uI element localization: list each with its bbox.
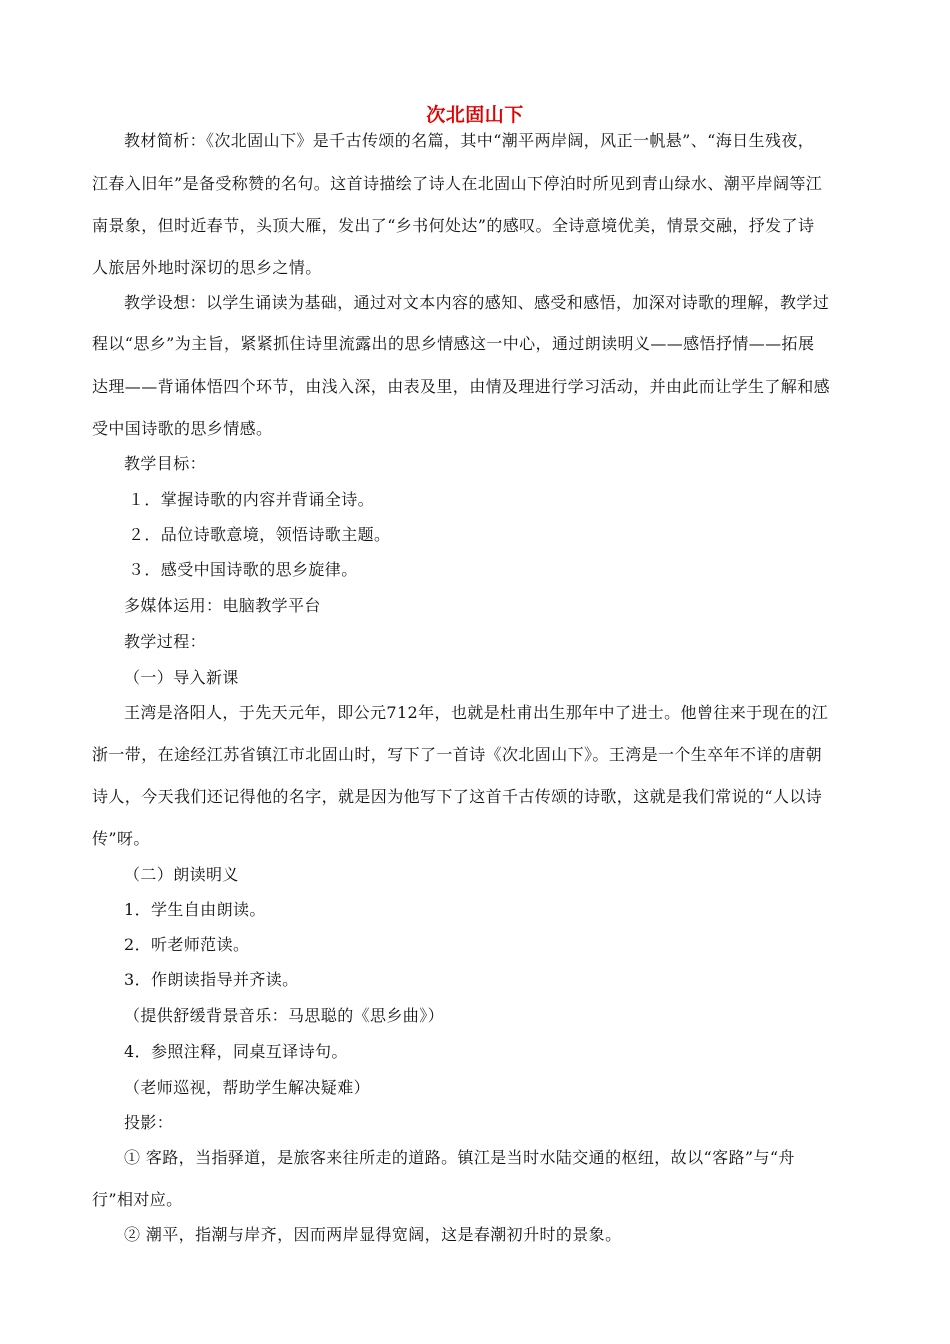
paragraph-line: 诗人，今天我们还记得他的名字，就是因为他写下了这首千古传颂的诗歌，这就是我们常说的“人以诗 [92,787,823,806]
section-heading: 教学过程： [124,632,207,651]
note-line: （提供舒缓背景音乐：马思聪的《思乡曲》） [124,1006,445,1025]
list-item: 2．听老师范读。 [124,935,250,954]
section-heading: （二）朗读明义 [124,865,239,884]
paragraph-line: 教学设想：以学生诵读为基础，通过对文本内容的感知、感受和感悟，加深对诗歌的理解，教学过 [124,293,830,312]
paragraph-line: 江春入旧年”是备受称赞的名句。这首诗描绘了诗人在北固山下停泊时所见到青山绿水、潮平岸阔等江 [92,174,823,193]
paragraph-line: 传”呀。 [92,829,150,848]
paragraph-line: 受中国诗歌的思乡情感。 [92,419,273,438]
list-item: 1．学生自由朗读。 [124,900,266,919]
paragraph-line: 王湾是洛阳人，于先天元年，即公元712年，也就是杜甫出生那年中了进士。他曾往来于现在的江 [124,703,829,722]
list-item: 4．参照注释，同桌互译诗句。 [124,1042,348,1061]
paragraph-line: ① 客路，当指驿道，是旅客来往所走的道路。镇江是当时水陆交通的枢纽，故以“客路”与“舟 [124,1148,795,1167]
paragraph-line: 南景象，但时近春节，头顶大雁，发出了“乡书何处达”的感叹。全诗意境优美，情景交融，抒发了诗 [92,216,815,235]
document-title: 次北固山下 [426,104,524,126]
list-item: ２．品位诗歌意境，领悟诗歌主题。 [128,525,391,544]
paragraph-line: 达理——背诵体悟四个环节，由浅入深，由表及里，由情及理进行学习活动，并由此而让学生了解和感 [92,377,831,396]
paragraph-line: ② 潮平，指潮与岸齐，因而两岸显得宽阔，这是春潮初升时的景象。 [124,1225,622,1244]
section-heading: 投影： [124,1113,174,1132]
list-item: 3．作朗读指导并齐读。 [124,970,299,989]
section-heading: （一）导入新课 [124,668,239,687]
paragraph-line: 人旅居外地时深切的思乡之情。 [92,258,322,277]
list-item: ３．感受中国诗歌的思乡旋律。 [128,560,358,579]
note-line: （老师巡视，帮助学生解决疑难） [124,1078,371,1097]
section-heading: 教学目标： [124,454,207,473]
list-item: １．掌握诗歌的内容并背诵全诗。 [128,490,375,509]
paragraph-line: 浙一带，在途经江苏省镇江市北固山时，写下了一首诗《次北固山下》。王湾是一个生卒年不详的唐朝 [92,745,823,764]
section-heading: 多媒体运用：电脑教学平台 [124,596,321,615]
paragraph-line: 行”相对应。 [92,1190,183,1209]
paragraph-line: 教材简析：《次北固山下》是千古传颂的名篇，其中“潮平两岸阔，风正一帆悬”、“海日生残夜， [124,131,815,150]
paragraph-line: 程以“思乡”为主旨，紧紧抓住诗里流露出的思乡情感这一中心，通过朗读明义——感悟抒情——拓展 [92,334,815,353]
